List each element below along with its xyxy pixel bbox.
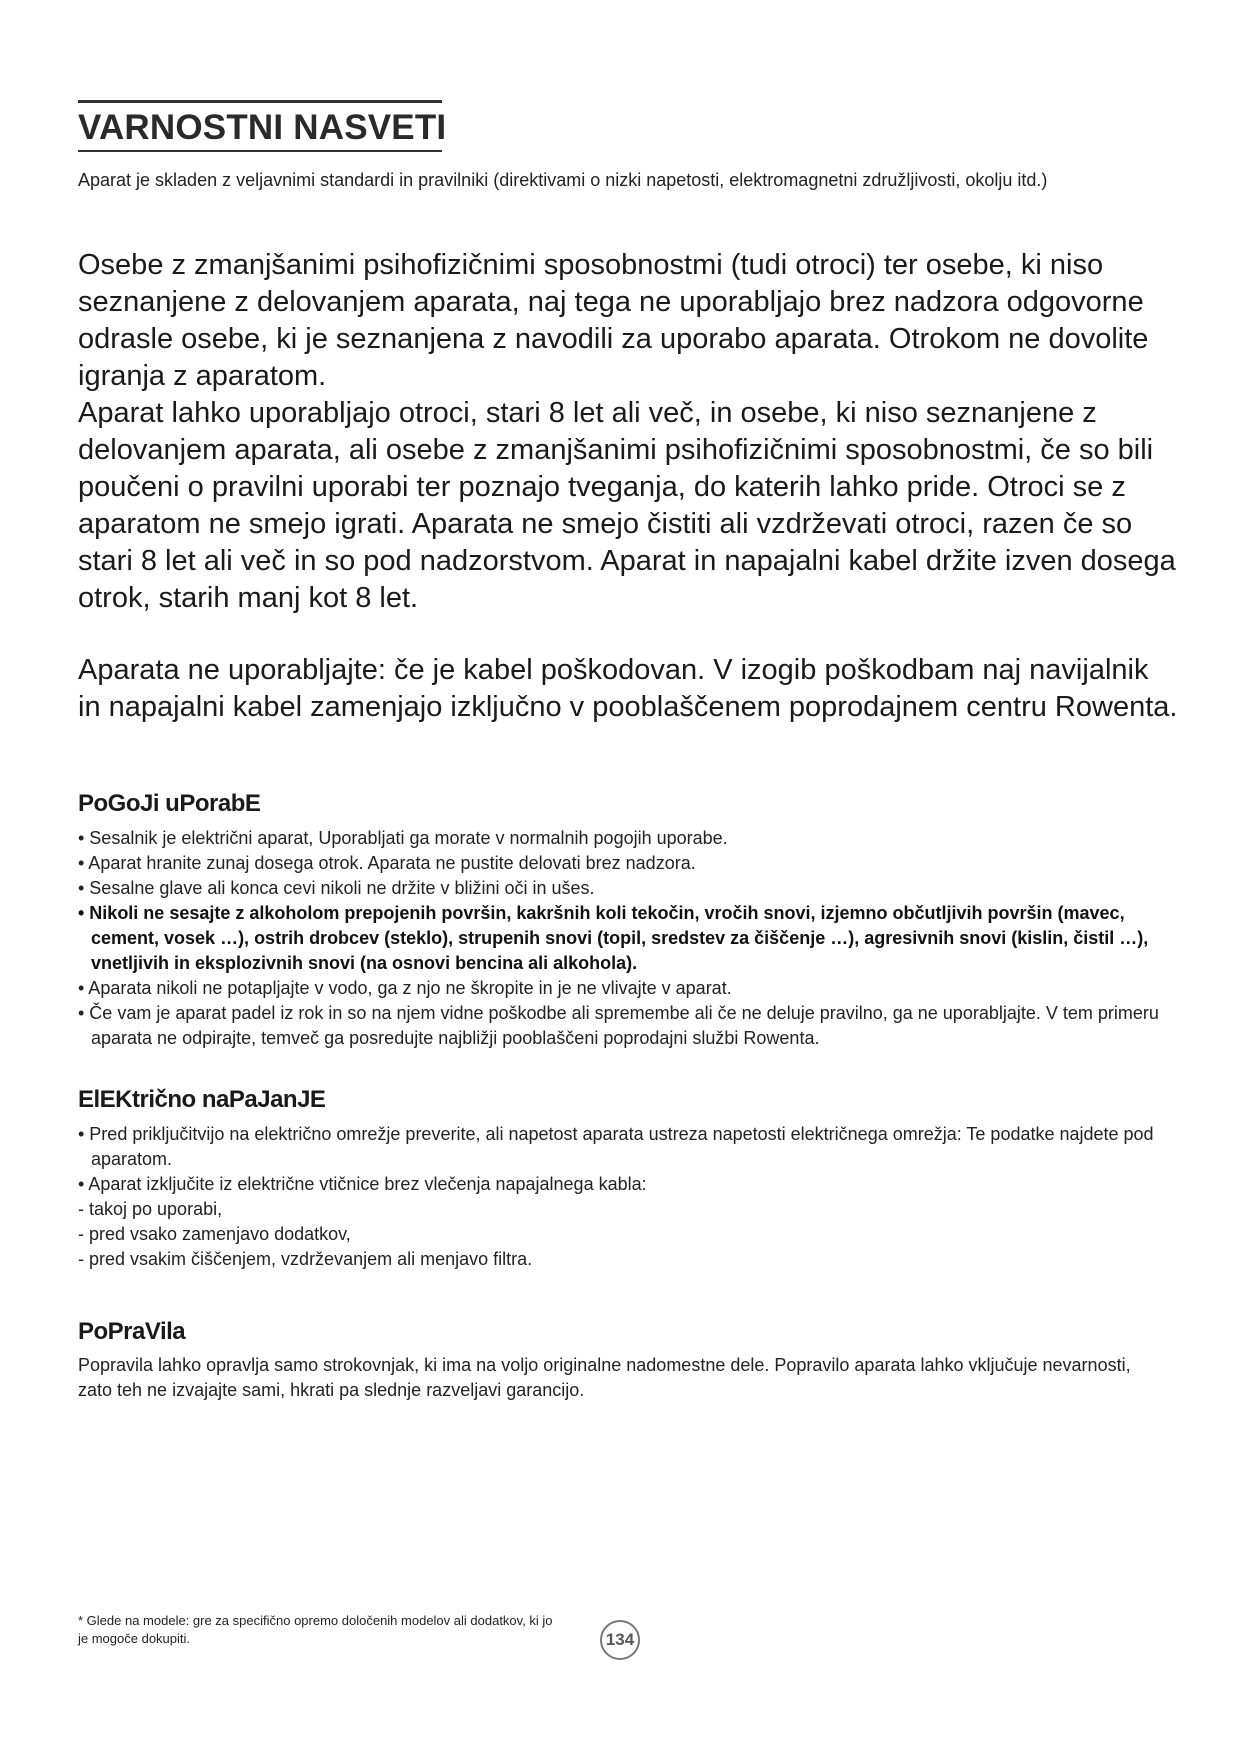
repairs-text: Popravila lahko opravlja samo strokovnjak, ki ima na voljo originalne nadomestne dele. Popravilo aparata lahko vključuje nevarnosti, zato teh ne izvajajte sami, hkrati pa slednje razveljavi garancijo.: [78, 1355, 1131, 1400]
list-item-warning: • Nikoli ne sesajte z alkoholom prepojenih površin, kakršnih koli tekočin, vročih snovi, izjemno občutljivih površin (mavec, cement, vosek …), ostrih drobcev (steklo), strupenih snovi (topil, sredstev za čiščenje …), agresivnih snovi (kislin, čistil …), vnetljivih in eksplozivnih snovi (na osnovi bencina ali alkohola).: [78, 903, 1149, 973]
warning-block-children: [78, 247, 1178, 617]
warning-paragraph: Aparat lahko uporabljajo otroci, stari 8 let ali več, in osebe, ki niso seznanjene z delovanjem aparata, ali osebe z zmanjšanimi psihofizičnimi sposobnostmi, če so bili poučeni o pravilni uporabi ter poznajo tveganja, do katerih lahko pride. Otroci se z aparatom ne smejo igrati. Aparata ne smejo čistiti ali vzdrževati otroci, razen če so stari 8 let ali več in so pod nadzorstvom. Aparat in napajalni kabel držite izven dosega otrok, starih manj kot 8 let.: [78, 397, 1176, 614]
title-top-rule: [78, 100, 442, 103]
list-item: • Aparata nikoli ne potapljajte v vodo, ga z njo ne škropite in je ne vlivajte v aparat.: [78, 978, 732, 998]
warning-paragraph: Osebe z zmanjšanimi psihofizičnimi sposobnostmi (tudi otroci) ter osebe, ki niso seznanjene z delovanjem aparata, naj tega ne uporabljajo brez nadzora odgovorne odrasle osebe, ki je seznanjena z navodili za uporabo aparata. Otrokom ne dovolite igranja z aparatom.: [78, 249, 1149, 392]
list-item: • Aparat izključite iz električne vtičnice brez vlečenja napajalnega kabla:: [78, 1174, 647, 1194]
warning-block-cable: [78, 652, 1178, 726]
list-item: - takoj po uporabi,: [78, 1199, 223, 1219]
page-title: VARNOSTNI NASVETI: [78, 108, 442, 152]
warning-paragraph: Aparata ne uporabljajte: če je kabel poškodovan. V izogib poškodbam naj navijalnik in napajalni kabel zamenjajo izključno v pooblaščenem poprodajnem centru Rowenta.: [78, 654, 1178, 723]
section-title-repairs: PoPraVila: [78, 1318, 186, 1345]
list-item: • Pred priključitvijo na električno omrežje preverite, ali napetost aparata ustreza napetosti električnega omrežja: Te podatke najdete pod aparatom.: [78, 1124, 1154, 1169]
footnote: * Glede na modele: gre za specifično opremo določenih modelov ali dodatkov, ki jo je mogoče dokupiti.: [78, 1613, 553, 1646]
section-title-power: ElEKtrično naPaJanJE: [78, 1086, 326, 1113]
section-title-conditions: PoGoJi uPorabE: [78, 790, 261, 817]
list-item: • Sesalne glave ali konca cevi nikoli ne držite v bližini oči in ušes.: [78, 878, 595, 898]
list-item: - pred vsakim čiščenjem, vzdrževanjem ali menjavo filtra.: [78, 1249, 533, 1269]
list-item: - pred vsako zamenjavo dodatkov,: [78, 1224, 351, 1244]
page-number-badge: 134: [600, 1620, 640, 1660]
list-item: • Če vam je aparat padel iz rok in so na njem vidne poškodbe ali spremembe ali če ne deluje pravilno, ga ne uporabljajte. V tem primeru aparata ne odpirajte, temveč ga posredujte najbližji pooblaščeni poprodajni službi Rowenta.: [78, 1003, 1159, 1048]
conditions-list: [78, 826, 1178, 1051]
power-list: [78, 1122, 1178, 1272]
intro-text: Aparat je skladen z veljavnimi standardi in pravilniki (direktivami o nizki napetosti, elektromagnetni združljivosti, okolju itd.): [78, 170, 1048, 190]
list-item: • Sesalnik je električni aparat, Uporabljati ga morate v normalnih pogojih uporabe.: [78, 828, 728, 848]
list-item: • Aparat hranite zunaj dosega otrok. Aparata ne pustite delovati brez nadzora.: [78, 853, 696, 873]
